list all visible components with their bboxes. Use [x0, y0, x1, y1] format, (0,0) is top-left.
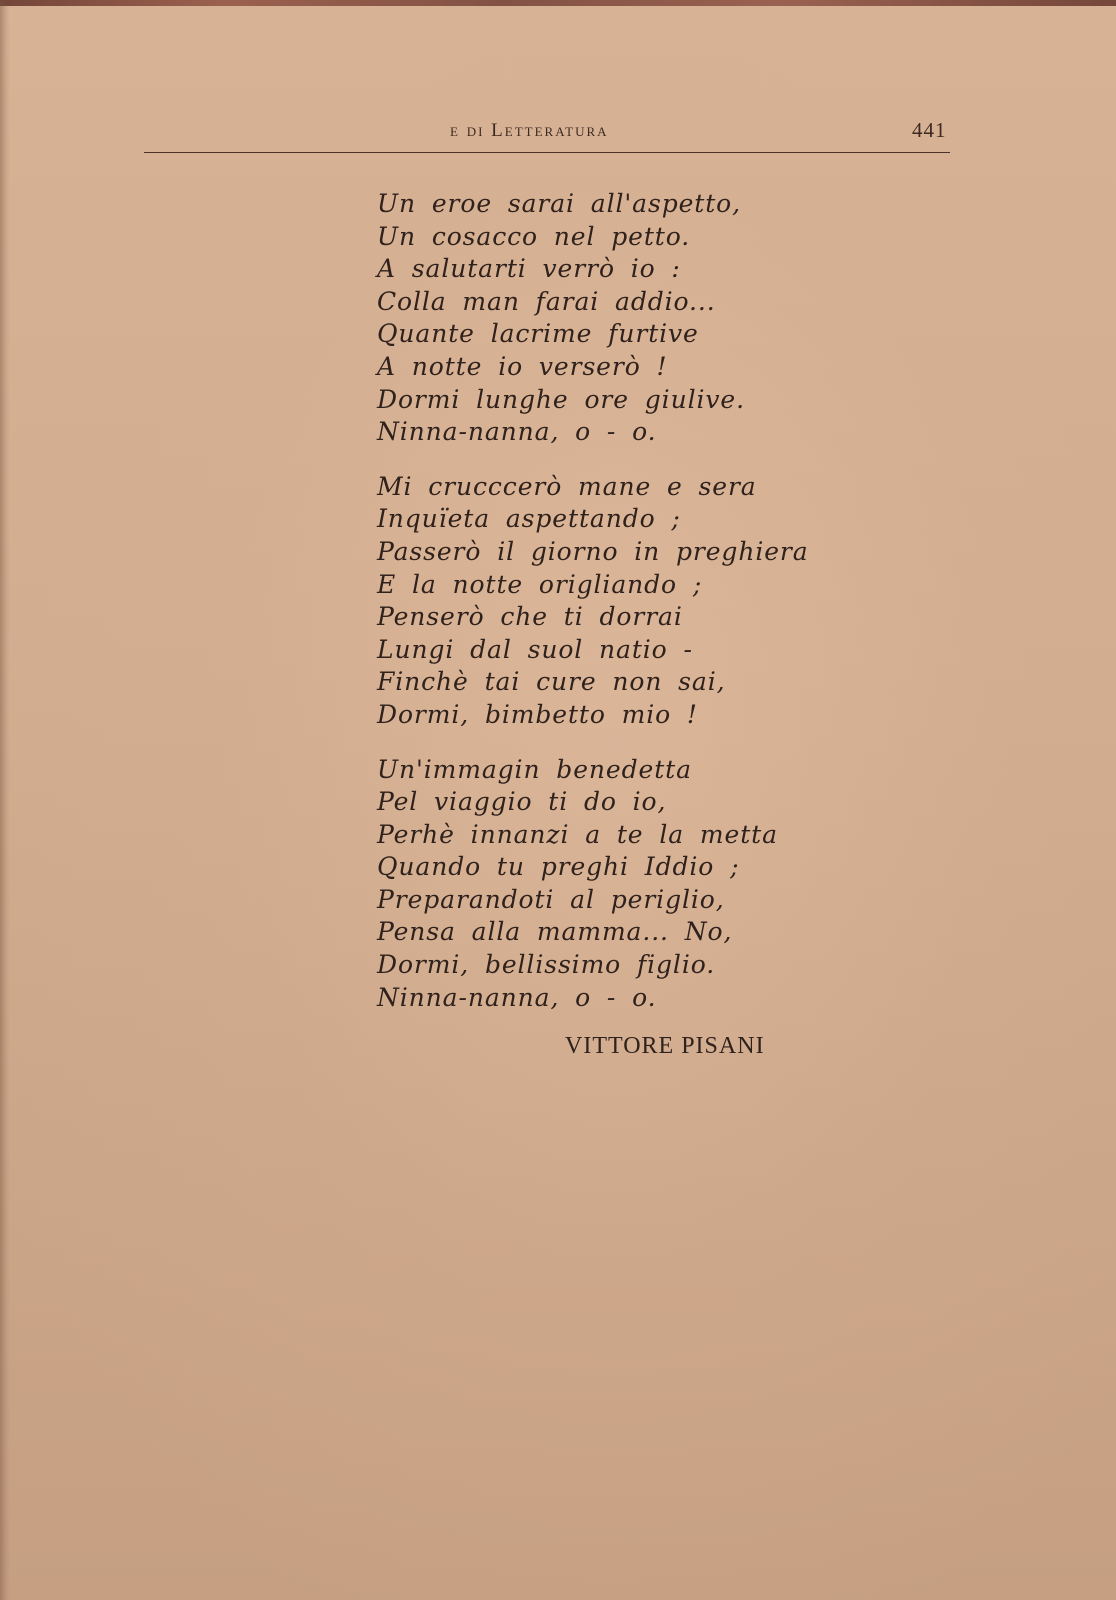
verse-line: Pensa alla mamma... No,: [377, 917, 733, 947]
running-head: [0, 118, 1116, 148]
verse-line: Inquïeta aspettando ;: [377, 504, 681, 534]
verse-line: Preparandoti al periglio,: [377, 884, 725, 914]
verse-line: Dormi, bellissimo figlio.: [377, 950, 716, 980]
verse-line: Quante lacrime furtive: [377, 319, 699, 349]
verse-line: Un eroe sarai all'aspetto,: [377, 189, 741, 218]
page-binding-shadow: [0, 0, 10, 1600]
verse-line: Perhè innanzi a te la metta: [377, 819, 778, 849]
author-signature: VITTORE PISANI: [565, 1033, 765, 1059]
running-title: e di Letteratura: [450, 120, 609, 141]
stanza-3: [377, 754, 897, 1015]
verse-line: A salutarti verrò io :: [377, 254, 681, 284]
verse-line: A notte io verserò !: [377, 351, 668, 381]
verse-line: Dormi, bimbetto mio !: [377, 699, 698, 729]
verse-line: Lungi dal suol natio -: [377, 634, 693, 664]
page-top-edge: [0, 0, 1116, 6]
verse-line: Mi crucccerò mane e sera: [377, 471, 757, 501]
verse-line: Colla man farai addio...: [377, 286, 716, 316]
verse-line: Penserò che ti dorrai: [377, 602, 683, 632]
page-number: 441: [912, 118, 947, 142]
verse-line: Ninna-nanna, o - o.: [377, 417, 657, 447]
verse-line: Pel viaggio ti do io,: [377, 787, 667, 817]
verse-line: Quando tu preghi Iddio ;: [377, 852, 740, 882]
verse-line: Un'immagin benedetta: [377, 754, 692, 784]
verse-line: Dormi lunghe ore giulive.: [377, 384, 745, 414]
verse-line: Passerò il giorno in preghiera: [377, 536, 809, 566]
verse-line: Un cosacco nel petto.: [377, 221, 691, 251]
header-rule: [144, 152, 950, 153]
verse-line: Finchè tai cure non sai,: [377, 667, 726, 697]
verse-line: E la notte origliando ;: [377, 569, 703, 599]
stanza-2: [377, 471, 897, 732]
poem: [377, 188, 897, 1014]
stanza-1: [377, 188, 897, 449]
verse-line: Ninna-nanna, o - o.: [377, 982, 657, 1012]
